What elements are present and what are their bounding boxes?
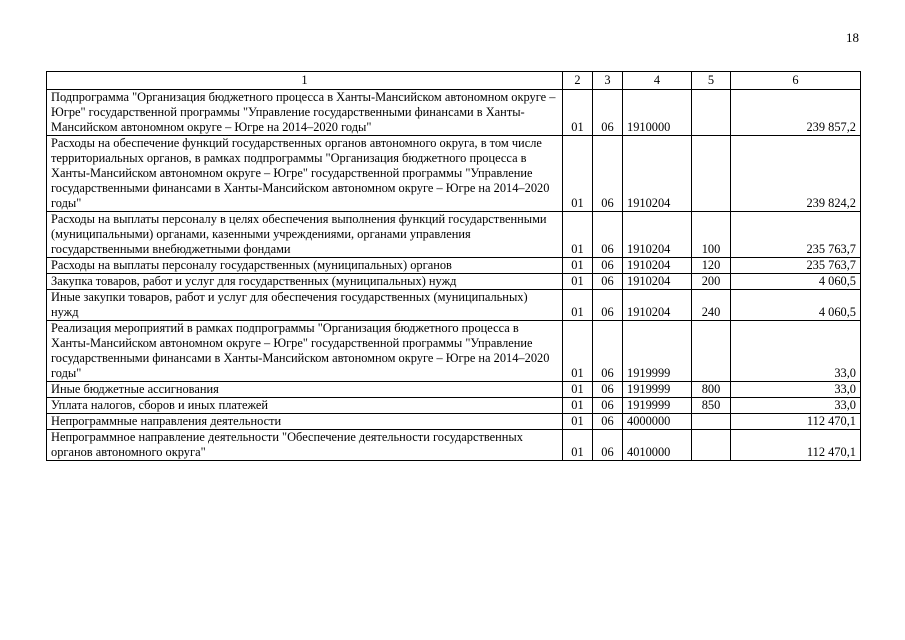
row-target-code: 1910000 [623, 90, 692, 136]
row-section-code: 01 [563, 258, 593, 274]
row-subsection-code: 06 [593, 430, 623, 461]
header-cell: 1 [47, 72, 563, 90]
row-expense-type-code [692, 136, 731, 212]
row-subsection-code: 06 [593, 136, 623, 212]
row-section-code: 01 [563, 382, 593, 398]
row-amount: 4 060,5 [731, 274, 861, 290]
row-description: Уплата налогов, сборов и иных платежей [47, 398, 563, 414]
row-target-code: 4010000 [623, 430, 692, 461]
row-amount: 112 470,1 [731, 414, 861, 430]
row-target-code: 4000000 [623, 414, 692, 430]
row-amount: 33,0 [731, 398, 861, 414]
row-expense-type-code: 120 [692, 258, 731, 274]
table-row [47, 398, 861, 414]
row-description: Подпрограмма "Организация бюджетного процесса в Ханты-Мансийском автономном округе – Югре" государственной программы "Управление государственными финансами в Ханты-Мансийском автономном округе – Югре на 2014–2020 годы" [47, 90, 563, 136]
header-cell: 3 [593, 72, 623, 90]
row-section-code: 01 [563, 274, 593, 290]
row-amount: 33,0 [731, 382, 861, 398]
row-subsection-code: 06 [593, 258, 623, 274]
row-expense-type-code: 100 [692, 212, 731, 258]
row-subsection-code: 06 [593, 90, 623, 136]
row-section-code: 01 [563, 414, 593, 430]
row-subsection-code: 06 [593, 321, 623, 382]
row-description: Расходы на обеспечение функций государственных органов автономного округа, в том числе территориальных органов, в рамках подпрограммы "Организация бюджетного процесса в Ханты-Мансийском автономном округе – Югре" государственной программы "Управление государственными финансами в Ханты-Мансийском автономном округе – Югре на 2014–2020 годы" [47, 136, 563, 212]
row-section-code: 01 [563, 398, 593, 414]
table-row [47, 212, 861, 258]
budget-table [46, 71, 861, 461]
header-cell: 6 [731, 72, 861, 90]
row-expense-type-code: 850 [692, 398, 731, 414]
row-expense-type-code: 240 [692, 290, 731, 321]
row-target-code: 1910204 [623, 212, 692, 258]
header-cell: 5 [692, 72, 731, 90]
page-number: 18 [846, 30, 859, 45]
table-row [47, 274, 861, 290]
row-description: Непрограммное направление деятельности "Обеспечение деятельности государственных органов автономного округа" [47, 430, 563, 461]
table-row [47, 414, 861, 430]
row-expense-type-code [692, 414, 731, 430]
row-subsection-code: 06 [593, 382, 623, 398]
row-description: Закупка товаров, работ и услуг для государственных (муниципальных) нужд [47, 274, 563, 290]
row-subsection-code: 06 [593, 274, 623, 290]
row-subsection-code: 06 [593, 212, 623, 258]
table-row [47, 321, 861, 382]
table-row [47, 90, 861, 136]
row-description: Расходы на выплаты персоналу в целях обеспечения выполнения функций государственными (муниципальными) органами, казенными учреждениями, органами управления государственными внебюджетными фондами [47, 212, 563, 258]
table-row [47, 430, 861, 461]
row-amount: 112 470,1 [731, 430, 861, 461]
row-target-code: 1910204 [623, 274, 692, 290]
row-target-code: 1919999 [623, 321, 692, 382]
table-row [47, 258, 861, 274]
row-subsection-code: 06 [593, 414, 623, 430]
table-row [47, 136, 861, 212]
header-cell: 4 [623, 72, 692, 90]
table-row [47, 382, 861, 398]
row-target-code: 1910204 [623, 258, 692, 274]
row-description: Иные бюджетные ассигнования [47, 382, 563, 398]
row-amount: 33,0 [731, 321, 861, 382]
row-target-code: 1910204 [623, 290, 692, 321]
row-target-code: 1919999 [623, 398, 692, 414]
row-target-code: 1910204 [623, 136, 692, 212]
row-section-code: 01 [563, 90, 593, 136]
row-section-code: 01 [563, 321, 593, 382]
row-amount: 239 824,2 [731, 136, 861, 212]
row-section-code: 01 [563, 136, 593, 212]
row-amount: 239 857,2 [731, 90, 861, 136]
row-expense-type-code: 200 [692, 274, 731, 290]
row-description: Непрограммные направления деятельности [47, 414, 563, 430]
header-cell: 2 [563, 72, 593, 90]
row-subsection-code: 06 [593, 398, 623, 414]
table-row [47, 290, 861, 321]
row-expense-type-code [692, 430, 731, 461]
row-amount: 235 763,7 [731, 258, 861, 274]
row-subsection-code: 06 [593, 290, 623, 321]
row-target-code: 1919999 [623, 382, 692, 398]
row-amount: 4 060,5 [731, 290, 861, 321]
row-description: Расходы на выплаты персоналу государственных (муниципальных) органов [47, 258, 563, 274]
row-amount: 235 763,7 [731, 212, 861, 258]
row-description: Иные закупки товаров, работ и услуг для обеспечения государственных (муниципальных) нужд [47, 290, 563, 321]
row-section-code: 01 [563, 430, 593, 461]
row-expense-type-code [692, 321, 731, 382]
row-description: Реализация мероприятий в рамках подпрограммы "Организация бюджетного процесса в Ханты-Мансийском автономном округе – Югре" государственной программы "Управление государственными финансами в Ханты-Мансийском автономном округе – Югре на 2014–2020 годы" [47, 321, 563, 382]
row-expense-type-code [692, 90, 731, 136]
header-row [47, 72, 861, 90]
row-expense-type-code: 800 [692, 382, 731, 398]
row-section-code: 01 [563, 212, 593, 258]
row-section-code: 01 [563, 290, 593, 321]
